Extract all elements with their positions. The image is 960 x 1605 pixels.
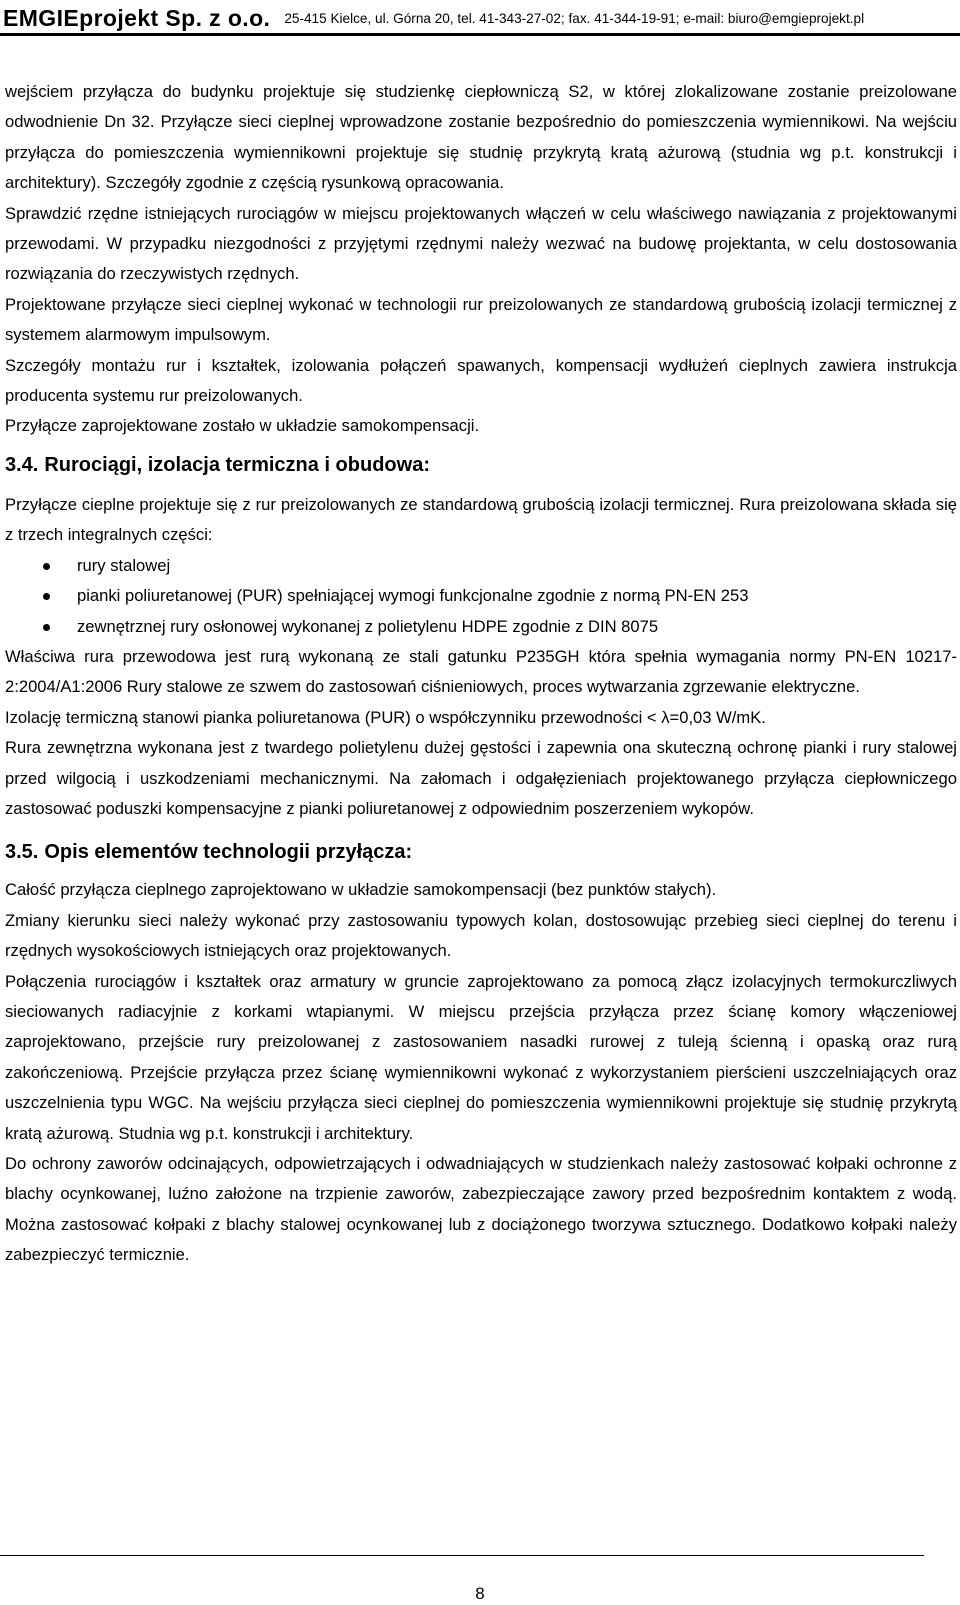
section-title: Rurociągi, izolacja termiczna i obudowa: (44, 453, 430, 476)
body-paragraph: Przyłącze cieplne projektuje się z rur preizolowanych ze standardową grubością izolacji termicznej. Rura preizolowana składa się z trzech integralnych części: (5, 494, 957, 545)
body-paragraph: Do ochrony zaworów odcinających, odpowietrzających i odwadniających w studzienkach należy zastosować kołpaki ochronne z blachy ocynkowanej, luźno założone na trzpienie zaworów, zabezpieczające zawory przed bezpośrednim kontaktem z wodą. Można zastosować kołpaki z blachy stalowej ocynkowanej lub z dociążonego tworzywa sztucznego. Dodatkowo kołpaki należy zabezpieczyć termicznie. (5, 1154, 957, 1265)
header-divider (0, 33, 960, 36)
section-number: 3.4. (5, 453, 39, 476)
body-paragraph: Rura zewnętrzna wykonana jest z twardego polietylenu dużej gęstości i zapewnia ona skuteczną ochronę pianki i rury stalowej przed wilgocią i uszkodzeniami mechanicznymi. Na załomach i odgałęzieniach projektowanego przyłącza ciepłowniczego zastosować poduszki kompensacyjne z pianki poliuretanowej z odpowiednim poszerzeniem wykopów. (5, 738, 957, 818)
body-paragraph: Sprawdzić rzędne istniejących rurociągów w miejscu projektowanych włączeń w celu właściwego nawiązania z projektowanymi przewodami. W przypadku niezgodności z przyjętymi rzędnymi należy wezwać na budowę projektanta, w celu dostosowania rozwiązania do rzeczywistych rzędnych. (5, 203, 957, 284)
section-heading-3-5 (5, 837, 957, 867)
section-number: 3.5. (5, 841, 39, 864)
company-address: 25-415 Kielce, ul. Górna 20, tel. 41-343-27-02; fax. 41-344-19-91; e-mail: biuro@emgieprojekt.pl (284, 10, 865, 26)
body-paragraph: Izolację termiczną stanowi pianka poliuretanowa (PUR) o współczynniku przewodności < λ=0,03 W/mK. (5, 707, 766, 727)
bullet-icon (43, 563, 50, 570)
body-paragraph: Szczegóły montażu rur i kształtek, izolowania połączeń spawanych, kompensacji wydłużeń cieplnych zawiera instrukcja producenta systemu rur preizolowanych. (5, 355, 957, 406)
page-header (3, 5, 956, 31)
company-name: EMGIEprojekt Sp. z o.o. (3, 4, 271, 31)
body-paragraph: Połączenia rurociągów i kształtek oraz armatury w gruncie zaprojektowano za pomocą złącz izolacyjnych termokurczliwych sieciowanych radiacyjnie z korkami wtapianymi. W miejscu przejścia przyłącza przez ścianę komory włączeniowej zaprojektowano, przejście rury preizolowanej z zastosowaniem nasadki rurowej z tuleją ścienną i opaską oraz rurą zakończeniową. Przejście przyłącza przez ścianę wymiennikowni wykonać z wykorzystaniem pierścieni uszczelniających oraz uszczelnienia typu WGC. Na wejściu przyłącza sieci cieplnej do pomieszczenia wymiennikowni projektuje się studnię przykrytą kratą ażurową. Studnia wg p.t. konstrukcji i architektury. (5, 971, 957, 1143)
bullet-icon (43, 624, 50, 631)
list-item-text: rury stalowej (77, 555, 171, 575)
body-paragraph: Projektowane przyłącze sieci cieplnej wykonać w technologii rur preizolowanych ze standardową grubością izolacji termicznej z systemem alarmowym impulsowym. (5, 294, 957, 345)
bullet-icon (43, 593, 50, 600)
section-title: Opis elementów technologii przyłącza: (44, 841, 413, 864)
section-heading-3-4 (5, 450, 957, 480)
body-paragraph: wejściem przyłącza do budynku projektuje się studzienkę ciepłowniczą S2, w której zlokalizowane zostanie preizolowane odwodnienie Dn 32. Przyłącze sieci cieplnej wprowadzone zostanie bezpośrednio do pomieszczenia wymiennikowi. Na wejściu przyłącza do pomieszczenia wymiennikowni projektuje się studnię przykrytą kratą ażurową (studnia wg p.t. konstrukcji i architektury). Szczegóły zgodnie z częścią rysunkową opracowania. (5, 82, 957, 193)
list-item-text: pianki poliuretanowej (PUR) spełniającej wymogi funkcjonalne zgodnie z normą PN-EN 253 (77, 586, 749, 606)
list-item-text: zewnętrznej rury osłonowej wykonanej z polietylenu HDPE zgodnie z DIN 8075 (77, 616, 659, 636)
list-item (5, 581, 957, 611)
list-item (5, 612, 957, 642)
body-paragraph: Zmiany kierunku sieci należy wykonać przy zastosowaniu typowych kolan, dostosowując przebieg sieci cieplnej do terenu i rzędnych wysokościowych istniejących oraz projektowanych. (5, 910, 957, 961)
footer-divider (0, 1555, 924, 1556)
body-paragraph: Całość przyłącza cieplnego zaprojektowano w układzie samokompensacji (bez punktów stałych). (5, 880, 717, 900)
page-number: 8 (475, 1584, 485, 1603)
list-item (5, 551, 957, 581)
body-paragraph: Przyłącze zaprojektowane zostało w układzie samokompensacji. (5, 416, 480, 436)
bullet-list (5, 551, 957, 642)
body-paragraph: Właściwa rura przewodowa jest rurą wykonaną ze stali gatunku P235GH która spełnia wymagania normy PN-EN 10217-2:2004/A1:2006 Rury stalowe ze szwem do zastosowań ciśnieniowych, proces wytwarzania zgrzewanie elektryczne. (5, 646, 957, 697)
document-body (5, 77, 957, 1271)
